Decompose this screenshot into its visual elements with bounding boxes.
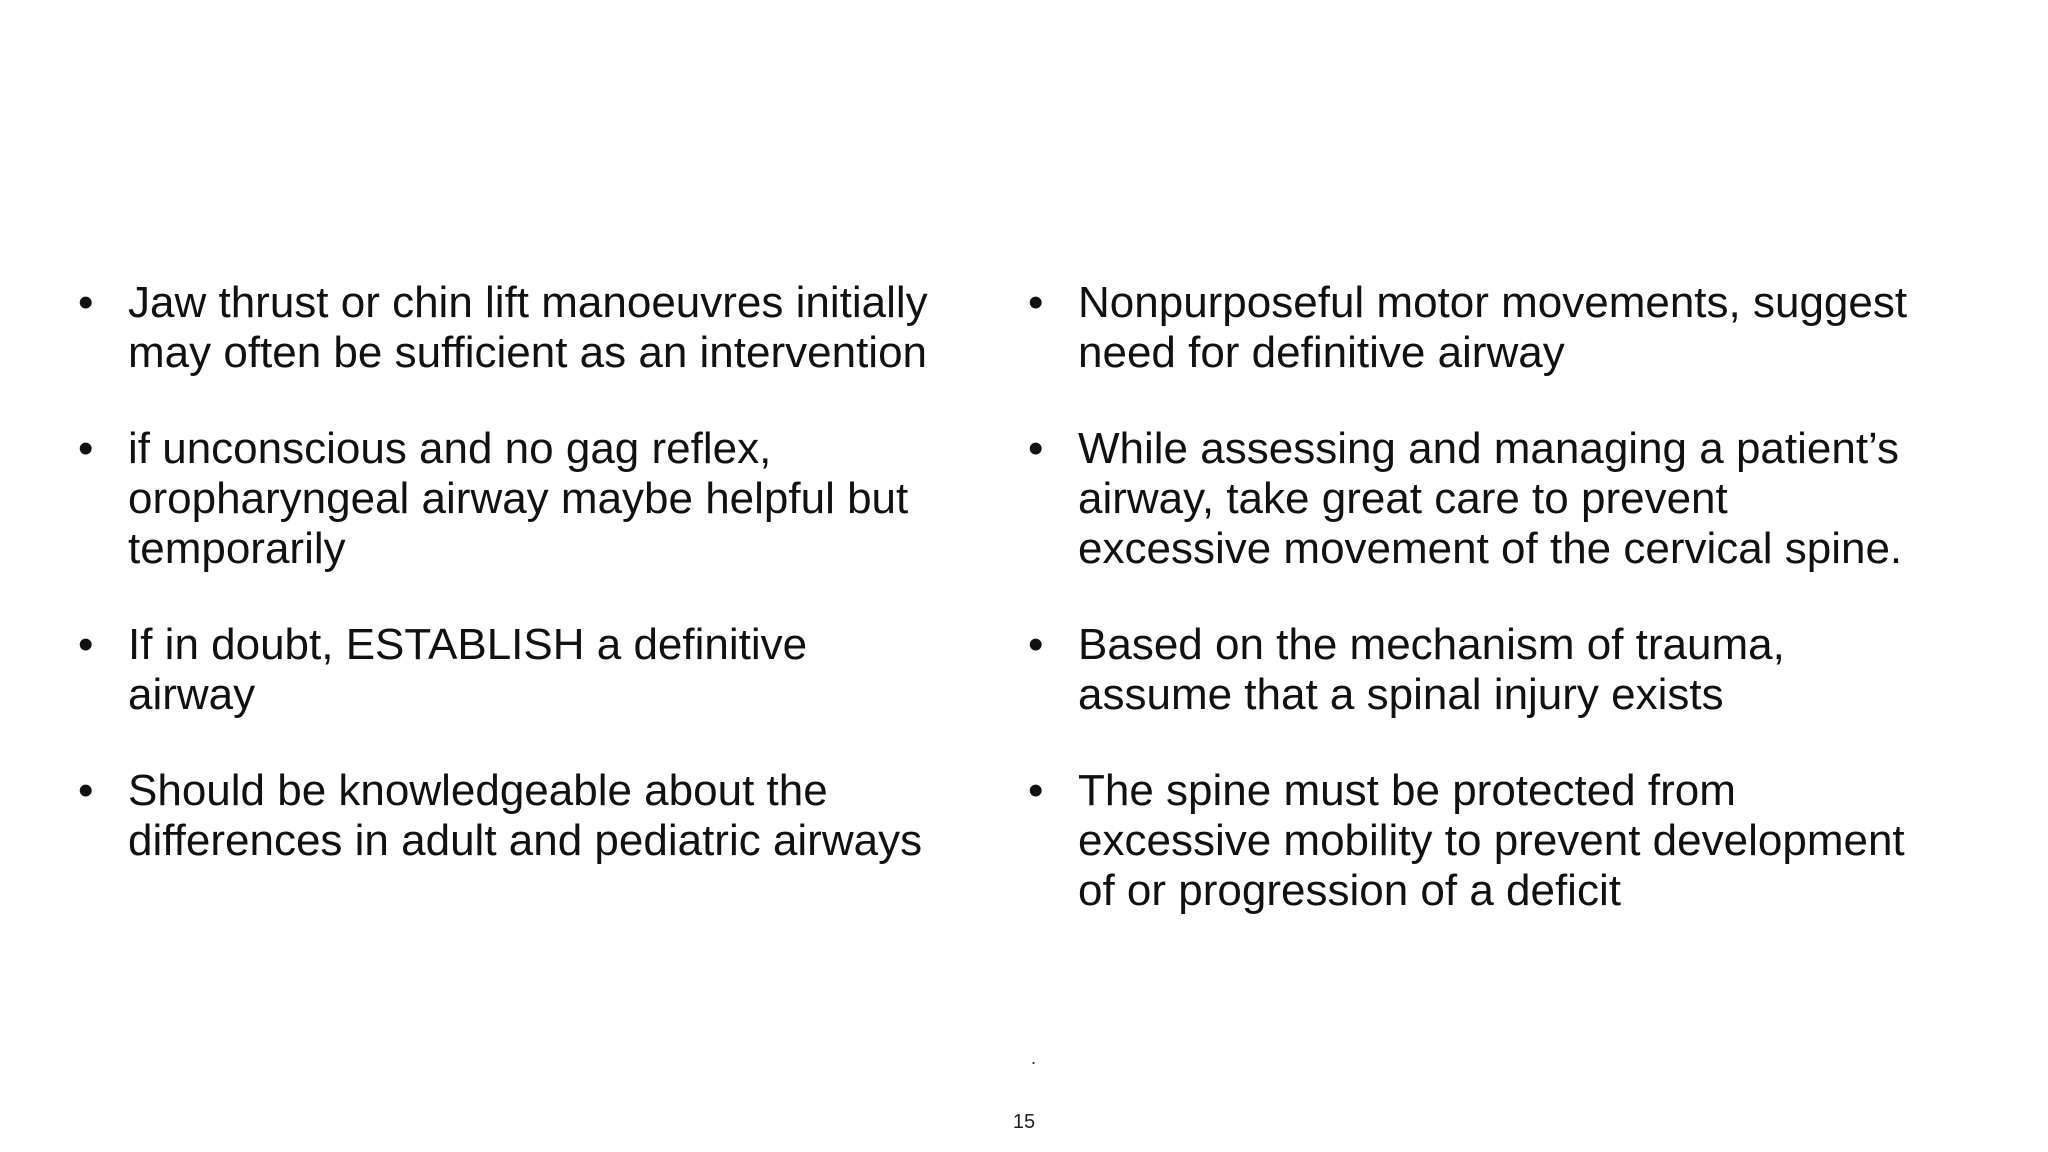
bullet-icon: • — [1028, 278, 1044, 327]
bullet-text: If in doubt, ESTABLISH a definitive airway — [128, 620, 808, 719]
bullet-item — [1028, 766, 1928, 916]
bullet-icon: • — [78, 620, 94, 669]
bullet-text: While assessing and managing a patient’s airway, take great care to prevent excessive movement of the cervical spine. — [1078, 424, 1903, 573]
page-number: 15 — [1012, 1111, 1036, 1133]
bullet-item — [78, 424, 938, 574]
bullet-icon: • — [78, 766, 94, 815]
bullet-icon: • — [1028, 424, 1044, 473]
bullet-icon: • — [1028, 766, 1044, 815]
stray-dot-mark: . — [1031, 1048, 1037, 1068]
bullet-item — [1028, 424, 1928, 574]
bullet-item — [78, 766, 938, 866]
bullet-item — [1028, 620, 1928, 720]
bullet-text: The spine must be protected from excessive mobility to prevent development of or progression of a deficit — [1078, 766, 1905, 915]
bullet-text: Jaw thrust or chin lift manoeuvres initially may often be sufficient as an intervention — [128, 278, 928, 377]
bullet-item — [78, 620, 938, 720]
bullet-text: Based on the mechanism of trauma, assume that a spinal injury exists — [1078, 620, 1785, 719]
right-bullet-list — [1028, 278, 1928, 962]
bullet-icon: • — [1028, 620, 1044, 669]
left-bullet-list — [78, 278, 938, 912]
bullet-item — [1028, 278, 1928, 378]
bullet-text: Nonpurposeful motor movements, suggest need for definitive airway — [1078, 278, 1908, 377]
bullet-text: if unconscious and no gag reflex, oropharyngeal airway maybe helpful but temporarily — [128, 424, 909, 573]
bullet-icon: • — [78, 278, 94, 327]
bullet-text: Should be knowledgeable about the differences in adult and pediatric airways — [128, 766, 923, 865]
bullet-icon: • — [78, 424, 94, 473]
bullet-item — [78, 278, 938, 378]
